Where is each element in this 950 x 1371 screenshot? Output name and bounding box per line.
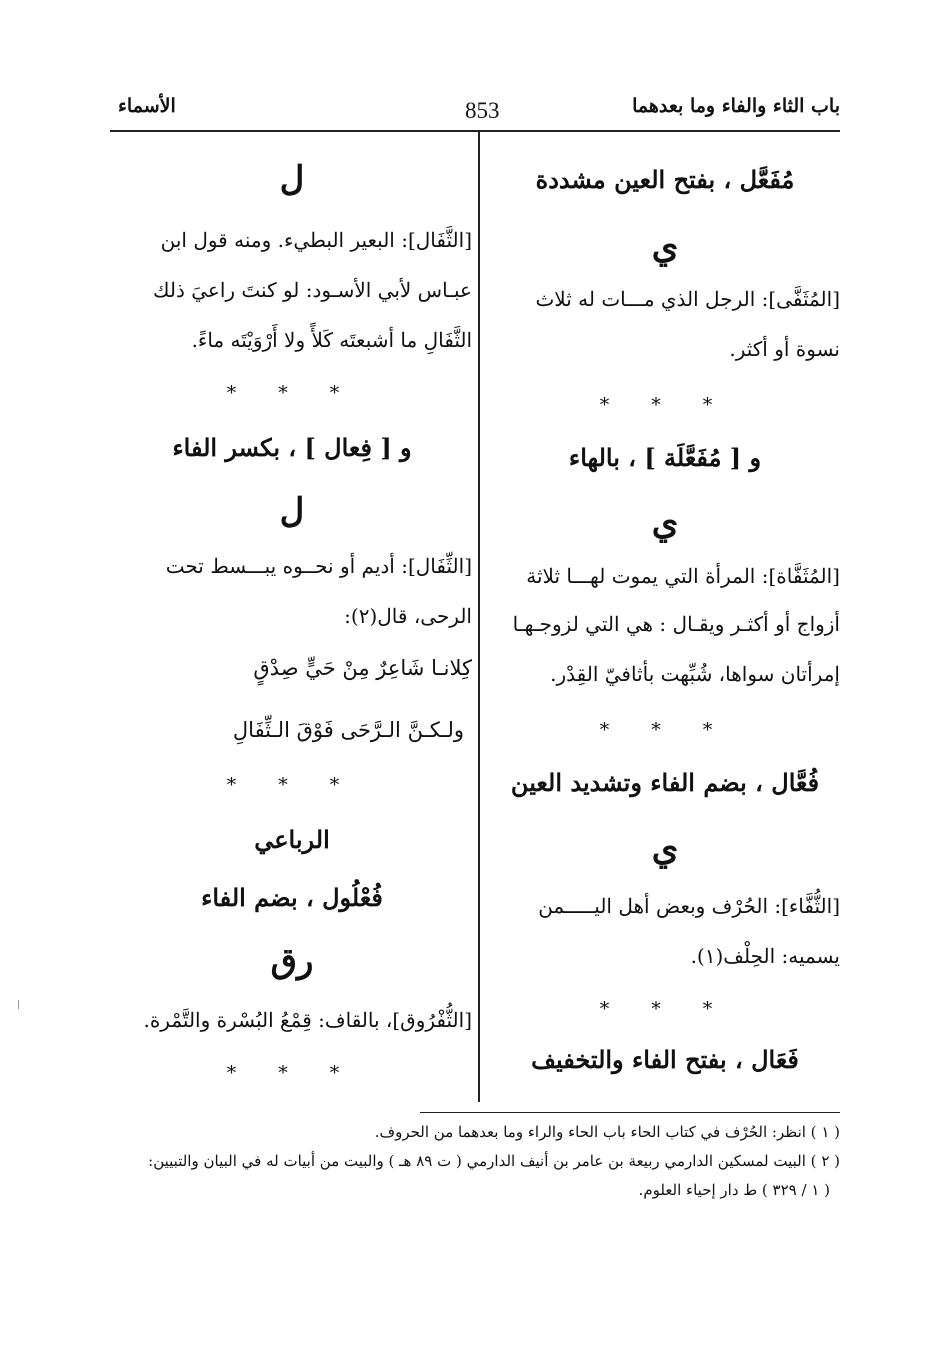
- entry-line: [الثُّفْرُوق]، بالقاف: قِمْعُ البُسْرة والتَّمْرة.: [143, 1008, 472, 1032]
- entry-line: الثَّفَالِ ما أشبعتَه كَلأً ولا أَرْوَيْتَه ماءً.: [191, 328, 472, 352]
- pattern-heading: و [ مُفَعَّلَة ] ، بالهاء: [568, 443, 762, 472]
- pattern-heading: فُعَّال ، بضم الفاء وتشديد العين: [510, 768, 820, 797]
- footnote-2: ( ٢ ) البيت لمسكين الدارمي ربيعة بن عامر بن أنيف الدارمي ( ت ٨٩ هـ ) والبيت من أبيات له في البيان والتبيين:: [148, 1152, 840, 1170]
- page-number: 853: [465, 98, 500, 123]
- root-letter: ي: [651, 227, 679, 267]
- section-separator: * * *: [599, 719, 731, 741]
- poem-hemistich: كِلانـا شَاعِرٌ مِنْ حَيٍّ صِدْقٍ: [253, 656, 472, 680]
- left-column: [112, 150, 472, 1100]
- pattern-heading: مُفَعَّل ، بفتح العين مشددة: [535, 165, 795, 194]
- entry-line: عبـاس لأبي الأسـود: لو كنتَ راعيَ ذلك: [153, 278, 472, 302]
- entry-line: [الثَّفَال]: البعير البطيء. ومنه قول ابن: [160, 228, 472, 252]
- root-letter: رق: [270, 941, 314, 981]
- right-column: [490, 150, 840, 1100]
- entry-line: الرحى، قال(٢):: [344, 604, 472, 628]
- entry-line: يسميه: الحِلْف(١).: [690, 944, 840, 968]
- entry-line: نسوة أو أكثر.: [729, 337, 840, 361]
- scan-mark: [18, 1000, 19, 1009]
- entry-line: أزواج أو أكثـر ويقـال : هي التي لزوجـهـا: [512, 612, 840, 636]
- root-letter: ل: [279, 491, 305, 531]
- pattern-heading: و [ فِعال ] ، بكسر الفاء: [172, 433, 412, 462]
- section-separator: * * *: [226, 382, 358, 404]
- column-divider: [478, 130, 480, 1102]
- header-divider: [110, 130, 840, 132]
- root-letter: ي: [651, 829, 679, 869]
- entry-line: [المُثَفَّاة]: المرأة التي يموت لهـــا ثلاثة: [526, 564, 840, 588]
- section-separator: * * *: [599, 998, 731, 1020]
- section-heading: الرباعي: [254, 825, 330, 854]
- root-letter: ل: [279, 159, 305, 199]
- pattern-heading: فُعْلُول ، بضم الفاء: [201, 883, 383, 912]
- entry-line: [الثُّفَّاء]: الحُرْف وبعض أهل اليـــــمن: [538, 894, 840, 918]
- section-separator: * * *: [226, 1062, 358, 1084]
- footnote-divider: [420, 1112, 840, 1113]
- pattern-heading: فَعَال ، بفتح الفاء والتخفيف: [531, 1045, 799, 1074]
- entry-line: [الثِّفَال]: أديم أو نحــوه يبـــسط تحت: [165, 554, 472, 578]
- section-separator: * * *: [226, 774, 358, 796]
- root-letter: ي: [651, 503, 679, 543]
- poem-hemistich: ولـكـنَّ الـرَّحَى فَوْقَ الـثِّفَالِ: [232, 718, 464, 742]
- section-separator: * * *: [599, 394, 731, 416]
- chapter-running-title: باب الثاء والفاء وما بعدهما: [632, 95, 840, 117]
- section-running-title: الأسماء: [118, 95, 176, 117]
- entry-line: [المُثَفَّى]: الرجل الذي مـــات له ثلاث: [535, 287, 840, 311]
- footnote-1: ( ١ ) انظر: الحُرْف في كتاب الحاء باب الحاء والراء وما بعدهما من الحروف.: [374, 1123, 840, 1141]
- footnote-2-continuation: ( ١ / ٣٢٩ ) ط دار إحياء العلوم.: [638, 1181, 830, 1199]
- footnotes: [110, 1118, 840, 1205]
- entry-line: إمرأتان سواها، شُبِّهت بأثافيّ القِدْر.: [550, 662, 840, 686]
